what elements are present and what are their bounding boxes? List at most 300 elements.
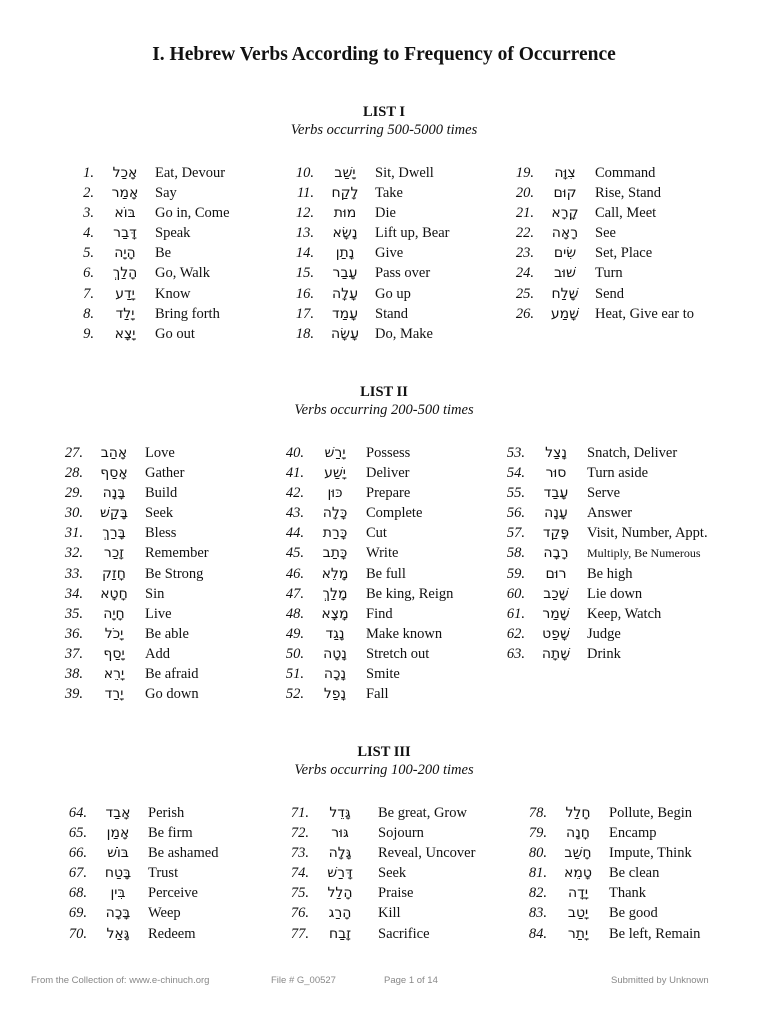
hebrew-verb: עָבַד: [543, 485, 569, 502]
verb-number: 15.: [295, 265, 314, 282]
hebrew-verb: אָמַן: [106, 825, 130, 842]
hebrew-verb: נָשָׂא: [332, 225, 358, 242]
verb-number: 9.: [83, 325, 94, 342]
verb-entry: [507, 823, 737, 843]
verb-gloss: Take: [375, 185, 403, 202]
verb-entry: [54, 243, 274, 263]
verb-number: 79.: [528, 825, 547, 842]
verb-gloss: Go out: [155, 325, 195, 342]
verb-gloss: Die: [375, 205, 396, 222]
page-title: I. Hebrew Verbs According to Frequency of Occurrence: [152, 44, 616, 65]
hebrew-verb: חָטָא: [100, 585, 128, 602]
verb-gloss: Be king, Reign: [366, 585, 454, 602]
verb-number: 11.: [296, 185, 314, 202]
verb-number: 77.: [290, 925, 309, 942]
verb-entry: [485, 644, 735, 664]
verb-entry: [43, 483, 263, 503]
hebrew-verb: חָשַׁב: [564, 845, 592, 862]
verb-entry: [507, 903, 737, 923]
verb-gloss: Speak: [155, 225, 191, 242]
hebrew-verb: טָמֵא: [564, 865, 592, 882]
verb-gloss: Multiply, Be Numerous: [587, 546, 701, 561]
verb-entry: [47, 843, 267, 863]
verb-number: 7.: [83, 285, 94, 302]
hebrew-verb: אָכַל: [112, 165, 138, 181]
verb-entry: [47, 883, 267, 903]
hebrew-verb: בָּנָה: [102, 485, 126, 502]
verb-entry: [507, 843, 737, 863]
hebrew-verb: בִּין: [110, 885, 126, 902]
list-1-column-1: [54, 163, 274, 344]
hebrew-verb: יָטַב: [567, 905, 589, 922]
hebrew-verb: שָׁפַט: [542, 625, 570, 642]
verb-gloss: Be good: [609, 905, 658, 922]
verb-gloss: Praise: [378, 885, 414, 902]
verb-entry: [494, 284, 734, 304]
verb-number: 38.: [64, 666, 83, 683]
verb-number: 25.: [515, 285, 534, 302]
verb-entry: [274, 203, 494, 223]
hebrew-verb: רָבָה: [543, 545, 569, 562]
verb-gloss: Send: [595, 285, 624, 302]
verb-gloss: Keep, Watch: [587, 605, 662, 622]
verb-gloss: Cut: [366, 525, 387, 542]
hebrew-verb: גָּאַל: [106, 925, 130, 942]
verb-gloss: Do, Make: [375, 325, 433, 342]
hebrew-verb: שָׁמַע: [550, 305, 580, 322]
hebrew-verb: חָנָה: [566, 825, 590, 842]
hebrew-verb: שִׂים: [553, 245, 577, 262]
verb-gloss: Visit, Number, Appt.: [587, 525, 708, 542]
verb-entry: [264, 664, 484, 684]
verb-gloss: Heat, Give ear to: [595, 305, 695, 322]
verb-number: 64.: [68, 805, 87, 821]
list-1-heading: LIST I: [362, 104, 406, 120]
hebrew-verb: זָכַר: [103, 545, 125, 562]
hebrew-verb: הָיָה: [114, 245, 136, 262]
verb-gloss: Serve: [587, 485, 621, 502]
verb-entry: [485, 463, 735, 483]
verb-entry: [485, 503, 735, 523]
verb-gloss: Kill: [378, 905, 401, 922]
verb-gloss: Be left, Remain: [609, 925, 701, 942]
verb-entry: [54, 203, 274, 223]
verb-entry: [47, 863, 267, 883]
verb-number: 54.: [506, 465, 525, 482]
verb-entry: [43, 684, 263, 704]
verb-entry: [274, 223, 494, 243]
verb-gloss: Write: [366, 545, 399, 562]
verb-entry: [507, 924, 737, 944]
verb-gloss: Perish: [148, 805, 185, 821]
verb-gloss: Be high: [587, 565, 633, 582]
verb-gloss: Be able: [145, 625, 189, 642]
hebrew-verb: מָלַךְ: [322, 585, 348, 602]
verb-entry: [264, 604, 484, 624]
list-1-column-3: [494, 163, 734, 324]
verb-number: 50.: [285, 645, 304, 662]
verb-entry: [494, 304, 734, 324]
hebrew-verb: יָרֵא: [103, 666, 125, 683]
verb-entry: [507, 803, 737, 823]
verb-number: 75.: [290, 885, 309, 902]
verb-number: 36.: [64, 625, 83, 642]
verb-number: 22.: [515, 225, 534, 242]
verb-entry: [274, 324, 494, 344]
verb-gloss: See: [595, 225, 616, 242]
verb-number: 1.: [83, 165, 94, 181]
verb-number: 69.: [68, 905, 87, 922]
verb-gloss: Complete: [366, 505, 423, 522]
verb-gloss: Sacrifice: [378, 925, 430, 942]
hebrew-verb: יָרַשׁ: [324, 445, 346, 461]
verb-gloss: Seek: [378, 865, 407, 882]
verb-number: 48.: [285, 605, 304, 622]
verb-gloss: Bring forth: [155, 305, 220, 322]
verb-gloss: Go up: [375, 285, 411, 302]
verb-gloss: Rise, Stand: [595, 185, 662, 202]
verb-number: 57.: [506, 525, 525, 542]
verb-gloss: Weep: [148, 905, 181, 922]
verb-number: 33.: [64, 565, 83, 582]
hebrew-verb: חָזַק: [102, 565, 126, 582]
verb-gloss: Add: [145, 645, 170, 662]
hebrew-verb: דָּבַר: [113, 225, 137, 242]
verb-entry: [54, 284, 274, 304]
verb-number: 70.: [68, 925, 87, 942]
hebrew-verb: שָׁתָה: [541, 645, 571, 662]
verb-number: 60.: [506, 585, 525, 602]
verb-gloss: Live: [145, 605, 172, 622]
verb-number: 5.: [83, 245, 94, 262]
verb-entry: [264, 523, 484, 543]
hebrew-verb: יָשַׁב: [334, 165, 356, 181]
verb-gloss: Redeem: [148, 925, 196, 942]
verb-entry: [54, 324, 274, 344]
verb-entry: [269, 823, 489, 843]
hebrew-verb: יָצָא: [114, 325, 136, 342]
hebrew-verb: גּוּר: [331, 825, 349, 842]
verb-entry: [274, 304, 494, 324]
verb-entry: [494, 223, 734, 243]
verb-number: 39.: [64, 686, 83, 703]
list-2-column-2: [264, 443, 484, 704]
hebrew-verb: כָּתַב: [322, 545, 348, 562]
hebrew-verb: הָלַל: [327, 885, 353, 902]
verb-gloss: Be clean: [609, 865, 660, 882]
verb-gloss: Judge: [587, 625, 621, 642]
verb-number: 84.: [528, 925, 547, 942]
verb-number: 19.: [515, 165, 534, 181]
verb-entry: [43, 503, 263, 523]
verb-gloss: Prepare: [366, 485, 411, 502]
verb-number: 40.: [285, 445, 304, 461]
verb-gloss: Find: [366, 605, 393, 622]
verb-gloss: Pass over: [375, 265, 431, 282]
verb-number: 44.: [285, 525, 304, 542]
verb-gloss: Trust: [148, 865, 179, 882]
hebrew-verb: מָלֵא: [321, 565, 349, 582]
verb-entry: [43, 604, 263, 624]
verb-entry: [43, 463, 263, 483]
verb-gloss: Be firm: [148, 825, 193, 842]
verb-gloss: Be ashamed: [148, 845, 219, 862]
hebrew-verb: שָׁכַב: [543, 585, 569, 602]
verb-number: 61.: [506, 605, 525, 622]
verb-gloss: Stretch out: [366, 645, 430, 662]
verb-gloss: Drink: [587, 645, 621, 662]
verb-entry: [264, 443, 484, 463]
verb-gloss: Be Strong: [145, 565, 204, 582]
verb-gloss: Love: [145, 445, 175, 461]
hebrew-verb: קוּם: [553, 185, 577, 202]
verb-number: 10.: [295, 165, 314, 181]
verb-number: 55.: [506, 485, 525, 502]
hebrew-verb: עָנָה: [544, 505, 568, 522]
hebrew-verb: כָּלָה: [322, 505, 348, 522]
verb-number: 80.: [528, 845, 547, 862]
verb-entry: [269, 883, 489, 903]
verb-gloss: Know: [155, 285, 191, 302]
verb-number: 81.: [528, 865, 547, 882]
verb-entry: [269, 863, 489, 883]
verb-number: 23.: [515, 245, 534, 262]
hebrew-verb: צִוָּה: [554, 165, 576, 181]
verb-number: 56.: [506, 505, 525, 522]
verb-gloss: Be: [155, 245, 172, 262]
hebrew-verb: בּוֹא: [114, 205, 136, 222]
verb-number: 59.: [506, 565, 525, 582]
verb-entry: [274, 243, 494, 263]
hebrew-verb: עָבַר: [332, 265, 358, 282]
hebrew-verb: רָאָה: [551, 225, 579, 242]
verb-gloss: Say: [155, 185, 177, 202]
verb-gloss: Lie down: [587, 585, 643, 602]
hebrew-verb: זָבַח: [328, 925, 352, 942]
hebrew-verb: סוּר: [545, 465, 567, 482]
verb-entry: [43, 624, 263, 644]
verb-number: 13.: [295, 225, 314, 242]
verb-number: 3.: [83, 205, 94, 222]
hebrew-verb: אָהַב: [100, 445, 128, 461]
verb-entry: [485, 604, 735, 624]
verb-number: 4.: [83, 225, 94, 242]
verb-gloss: Answer: [587, 505, 633, 522]
verb-gloss: Impute, Think: [609, 845, 692, 862]
hebrew-verb: יָכֹל: [104, 625, 124, 642]
list-2-column-1: [43, 443, 263, 704]
verb-gloss: Reveal, Uncover: [378, 845, 476, 862]
verb-entry: [264, 644, 484, 664]
hebrew-verb: בָּרַךְ: [102, 525, 126, 542]
verb-entry: [485, 523, 735, 543]
verb-gloss: Pollute, Begin: [609, 805, 692, 821]
hebrew-verb: עָלָה: [331, 285, 358, 302]
verb-entry: [269, 803, 489, 823]
verb-number: 8.: [83, 305, 94, 322]
hebrew-verb: נָצַל: [545, 445, 567, 461]
verb-number: 53.: [506, 445, 525, 461]
verb-number: 49.: [285, 625, 304, 642]
verb-gloss: Go, Walk: [155, 265, 210, 282]
list-3-column-3: [507, 803, 737, 944]
hebrew-verb: אָבַד: [105, 805, 131, 821]
verb-gloss: Encamp: [609, 825, 657, 842]
verb-gloss: Possess: [366, 445, 411, 461]
verb-number: 20.: [515, 185, 534, 202]
hebrew-verb: אָמַר: [111, 185, 139, 202]
hebrew-verb: יָסַף: [103, 645, 125, 662]
verb-number: 71.: [290, 805, 309, 821]
hebrew-verb: חָלַל: [565, 805, 591, 821]
verb-number: 47.: [285, 585, 304, 602]
verb-entry: [274, 263, 494, 283]
verb-entry: [54, 163, 274, 183]
hebrew-verb: רוּם: [545, 565, 567, 582]
verb-entry: [485, 483, 735, 503]
verb-entry: [43, 644, 263, 664]
verb-number: 76.: [290, 905, 309, 922]
verb-entry: [47, 823, 267, 843]
hebrew-verb: הָרַג: [328, 905, 352, 922]
verb-entry: [43, 564, 263, 584]
verb-entry: [264, 564, 484, 584]
verb-entry: [43, 443, 263, 463]
list-1-subheading: Verbs occurring 500-5000 times: [290, 122, 478, 138]
list-2-subheading: Verbs occurring 200-500 times: [294, 402, 474, 418]
verb-number: 83.: [528, 905, 547, 922]
hebrew-verb: עָשָׂה: [331, 325, 359, 342]
verb-entry: [264, 624, 484, 644]
verb-entry: [54, 183, 274, 203]
hebrew-verb: עָמַד: [331, 305, 359, 322]
verb-entry: [485, 543, 735, 563]
hebrew-verb: נָפַל: [323, 686, 347, 703]
verb-entry: [485, 564, 735, 584]
verb-number: 6.: [83, 265, 94, 282]
hebrew-verb: פָּקַד: [542, 525, 570, 542]
hebrew-verb: יָשַׁע: [324, 465, 346, 482]
hebrew-verb: קָרָא: [551, 205, 579, 222]
verb-entry: [264, 584, 484, 604]
hebrew-verb: גָּלָה: [328, 845, 352, 862]
verb-number: 78.: [528, 805, 547, 821]
verb-number: 37.: [64, 645, 83, 662]
list-3-heading: LIST III: [357, 744, 411, 760]
footer-collection: From the Collection of: www.e-chinuch.org: [31, 975, 210, 986]
verb-number: 26.: [515, 305, 534, 322]
verb-entry: [269, 924, 489, 944]
verb-number: 82.: [528, 885, 547, 902]
verb-number: 74.: [290, 865, 309, 882]
verb-entry: [54, 223, 274, 243]
hebrew-verb: חָיָה: [103, 605, 125, 622]
verb-number: 68.: [68, 885, 87, 902]
hebrew-verb: שָׁלַח: [551, 285, 579, 302]
verb-number: 2.: [83, 185, 94, 202]
verb-number: 42.: [285, 485, 304, 502]
list-3-column-2: [269, 803, 489, 944]
verb-entry: [485, 584, 735, 604]
verb-entry: [485, 443, 735, 463]
verb-gloss: Stand: [375, 305, 409, 322]
verb-entry: [43, 523, 263, 543]
verb-gloss: Build: [145, 485, 178, 502]
verb-number: 43.: [285, 505, 304, 522]
hebrew-verb: לָקַח: [331, 185, 359, 202]
hebrew-verb: בָּטַח: [104, 865, 132, 882]
list-2-heading: LIST II: [360, 384, 408, 400]
verb-gloss: Call, Meet: [595, 205, 657, 222]
verb-number: 63.: [506, 645, 525, 662]
verb-entry: [485, 624, 735, 644]
verb-gloss: Go in, Come: [155, 205, 230, 222]
verb-gloss: Bless: [145, 525, 177, 542]
verb-gloss: Command: [595, 165, 656, 181]
verb-entry: [54, 263, 274, 283]
hebrew-verb: שׁוּב: [554, 265, 576, 282]
verb-entry: [47, 803, 267, 823]
verb-entry: [274, 183, 494, 203]
verb-gloss: Lift up, Bear: [375, 225, 450, 242]
hebrew-verb: יָתַר: [567, 925, 589, 942]
verb-entry: [494, 183, 734, 203]
verb-gloss: Smite: [366, 666, 400, 683]
verb-gloss: Eat, Devour: [155, 165, 226, 181]
verb-entry: [43, 543, 263, 563]
verb-entry: [507, 863, 737, 883]
verb-entry: [274, 284, 494, 304]
hebrew-verb: מָצָא: [321, 605, 349, 622]
hebrew-verb: שָׁמַר: [542, 605, 570, 622]
verb-gloss: Be great, Grow: [378, 805, 467, 821]
verb-gloss: Give: [375, 245, 404, 262]
footer-file: File # G_00527: [271, 975, 336, 986]
hebrew-verb: בָּכָה: [105, 905, 131, 922]
verb-number: 24.: [515, 265, 534, 282]
footer-submitted: Submitted by Unknown: [611, 975, 709, 986]
list-1-column-2: [274, 163, 494, 344]
hebrew-verb: נָטָה: [323, 645, 347, 662]
hebrew-verb: יָדָה: [568, 885, 588, 902]
list-3-column-1: [47, 803, 267, 944]
hebrew-verb: יָלַד: [115, 305, 135, 322]
verb-entry: [43, 584, 263, 604]
verb-entry: [47, 903, 267, 923]
verb-number: 27.: [64, 445, 83, 461]
verb-number: 66.: [68, 845, 87, 862]
verb-entry: [54, 304, 274, 324]
verb-entry: [507, 883, 737, 903]
hebrew-verb: נָגַד: [325, 625, 345, 642]
verb-entry: [494, 163, 734, 183]
verb-number: 29.: [64, 485, 83, 502]
verb-entry: [264, 483, 484, 503]
hebrew-verb: הָלַךְ: [112, 265, 138, 282]
verb-number: 62.: [506, 625, 525, 642]
footer-page: Page 1 of 14: [384, 975, 438, 986]
verb-number: 12.: [295, 205, 314, 222]
verb-entry: [494, 243, 734, 263]
verb-number: 21.: [515, 205, 534, 222]
verb-number: 18.: [295, 325, 314, 342]
hebrew-verb: דָּרַשׁ: [327, 865, 353, 882]
verb-entry: [264, 503, 484, 523]
verb-number: 28.: [64, 465, 83, 482]
verb-gloss: Make known: [366, 625, 443, 642]
hebrew-verb: בּוֹשׁ: [107, 845, 129, 862]
verb-entry: [269, 843, 489, 863]
